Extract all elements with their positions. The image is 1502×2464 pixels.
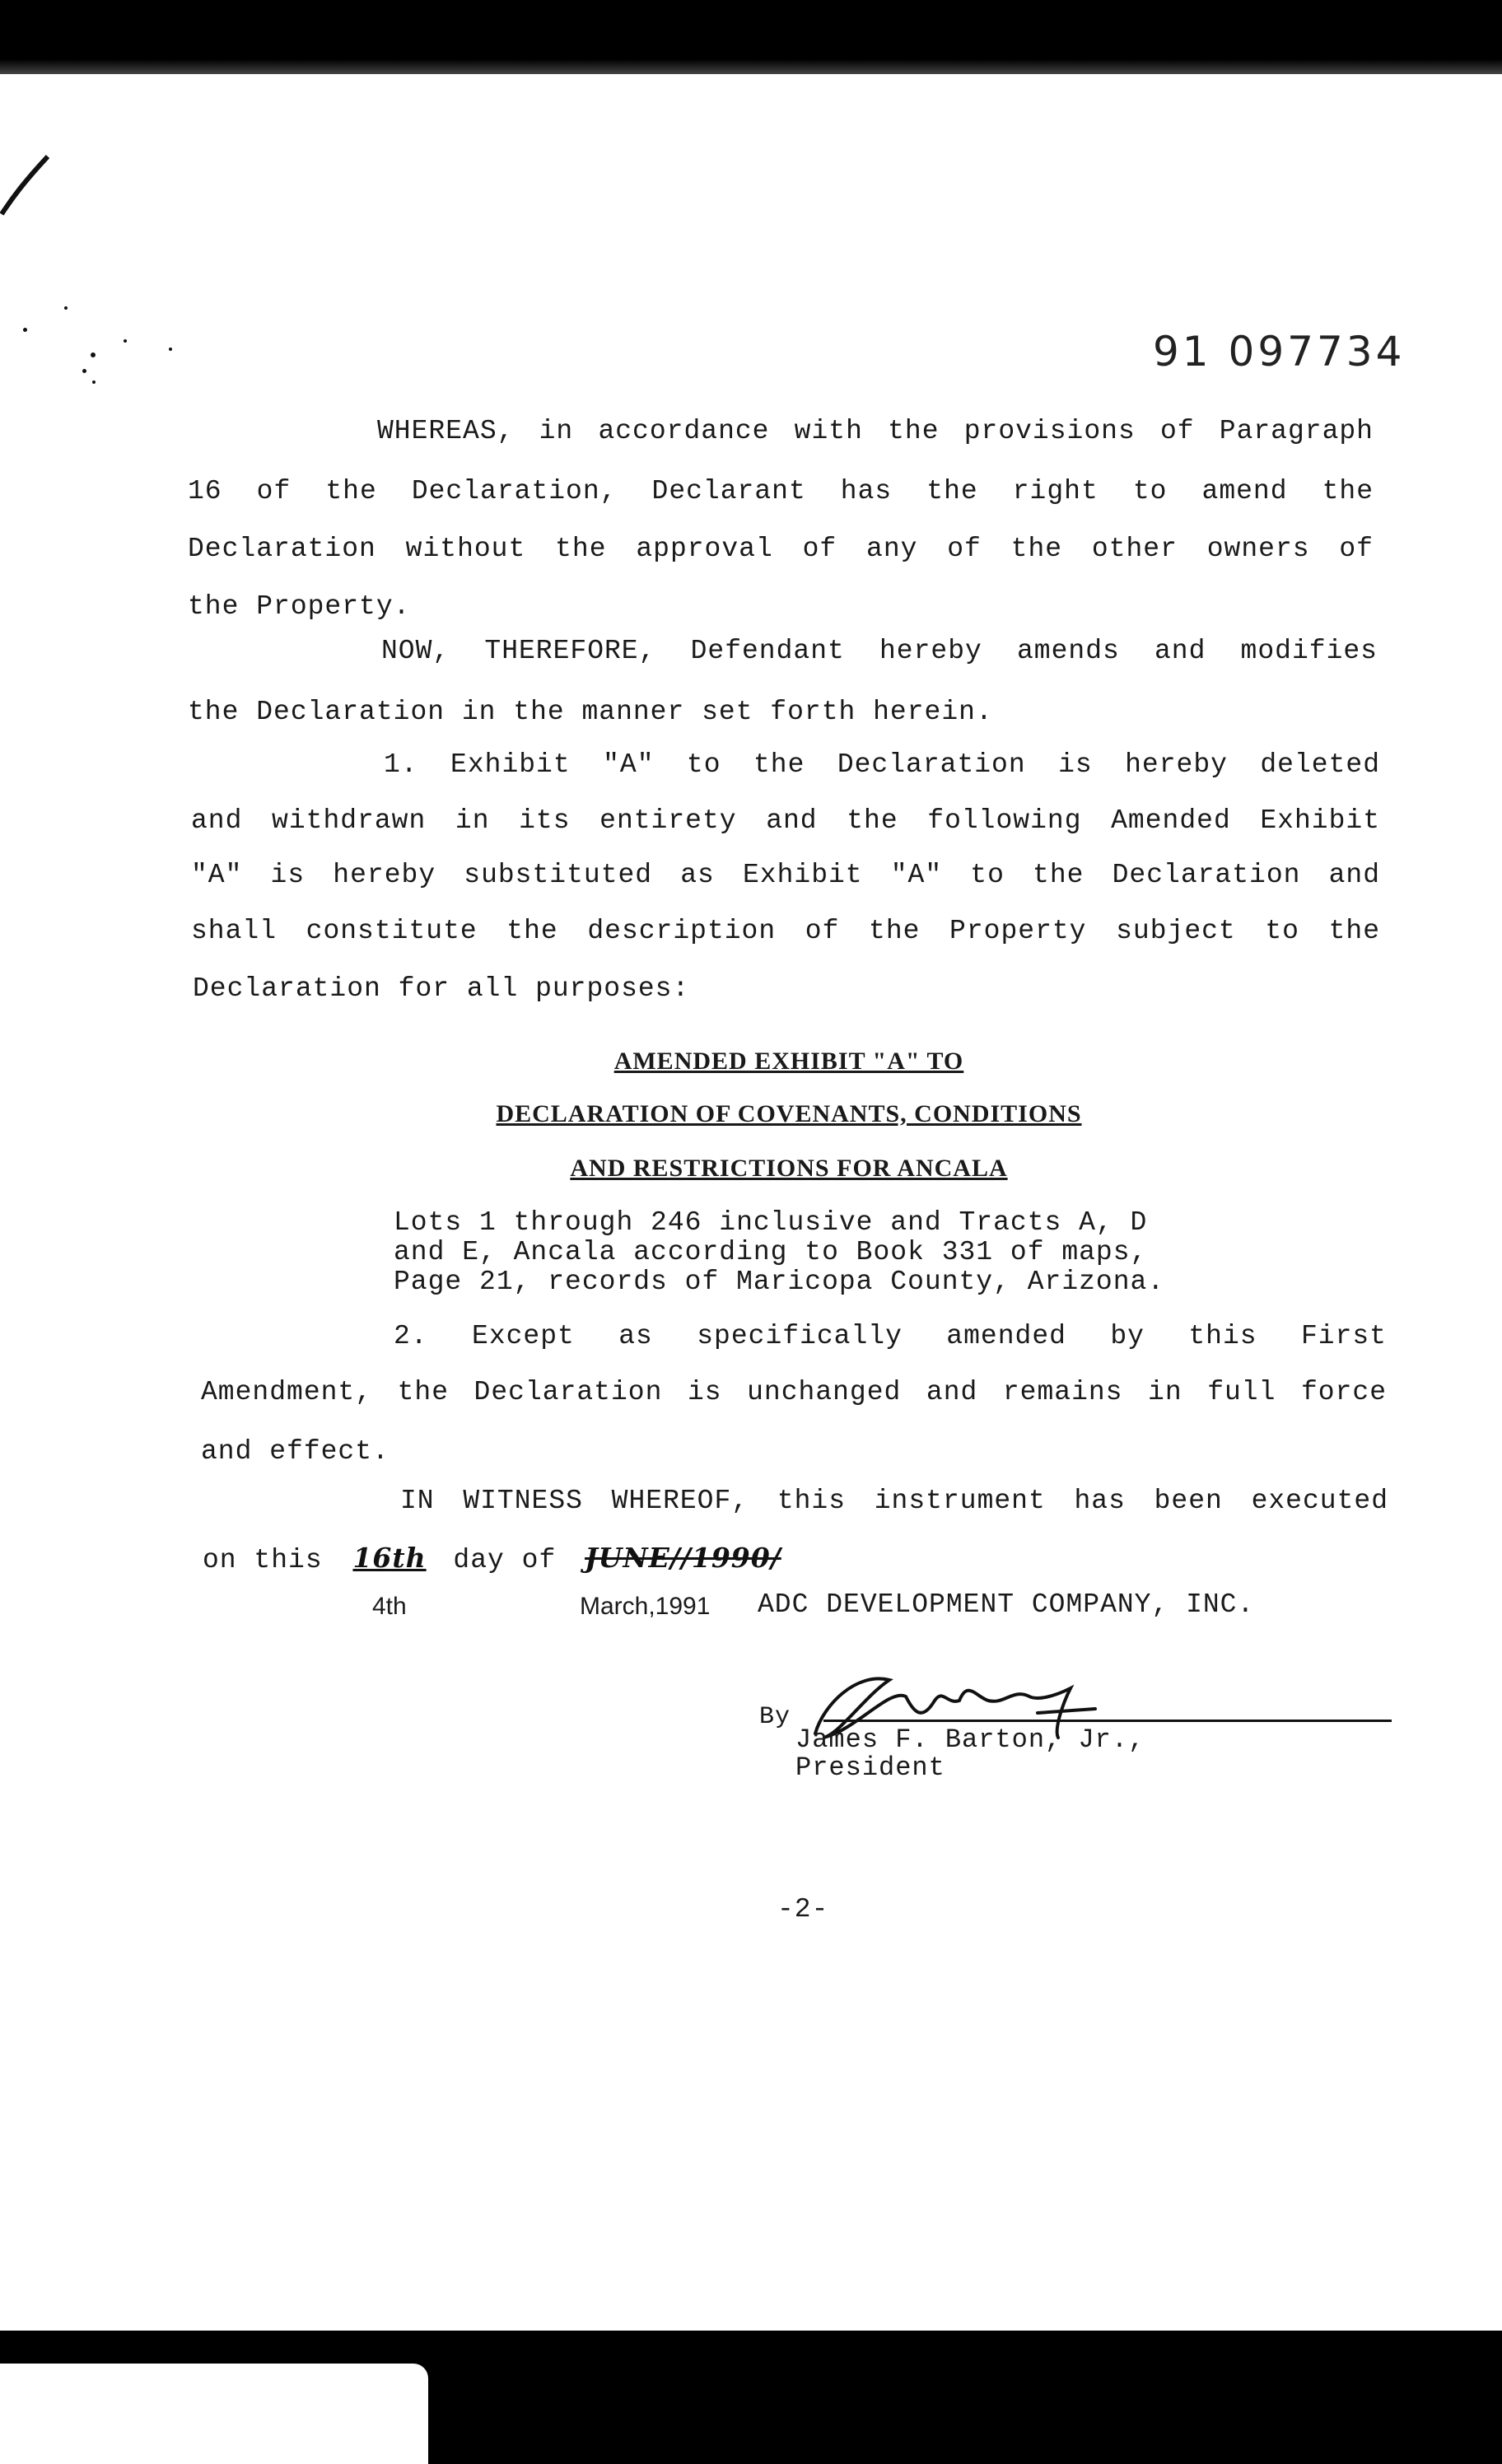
paragraph-line: Declaration without the approval of any of the other owners of [188, 534, 1374, 564]
paragraph-line: 1. Exhibit "A" to the Declaration is hereby deleted [384, 749, 1380, 780]
page-number: -2- [777, 1894, 829, 1925]
document-number: 91 097734 [1153, 328, 1406, 376]
paragraph-line: 2. Except as specifically amended by this First [394, 1321, 1387, 1351]
paragraph-line: the Declaration in the manner set forth herein. [188, 697, 993, 727]
exhibit-heading: DECLARATION OF COVENANTS, CONDITIONS [496, 1100, 1082, 1127]
typed-date: March,1991 [580, 1593, 711, 1620]
paragraph-line: and withdrawn in its entirety and the following Amended Exhibit [191, 805, 1380, 836]
speck [82, 369, 86, 373]
paragraph-line: Amendment, the Declaration is unchanged and remains in full force [201, 1377, 1387, 1407]
paragraph-line: shall constitute the description of the Property subject to the [191, 916, 1380, 946]
speck [169, 348, 172, 351]
paragraph-line: "A" is hereby substituted as Exhibit "A" to the Declaration and [191, 860, 1380, 890]
paragraph-line: Declaration for all purposes: [193, 973, 690, 1004]
exhibit-heading: AND RESTRICTIONS FOR ANCALA [570, 1155, 1008, 1182]
witness-line: IN WITNESS WHEREOF, this instrument has been executed [400, 1486, 1388, 1516]
speck [91, 352, 96, 357]
lots-line: Lots 1 through 246 inclusive and Tracts A, D [394, 1207, 1148, 1238]
paragraph-line: NOW, THEREFORE, Defendant hereby amends and modifies [381, 636, 1378, 666]
speck [23, 328, 27, 332]
exhibit-heading: AMENDED EXHIBIT "A" TO [613, 1048, 964, 1075]
by-label: By [759, 1703, 791, 1731]
paragraph-line: the Property. [188, 591, 411, 622]
lots-line: Page 21, records of Maricopa County, Arizona. [394, 1267, 1165, 1297]
signer-title: President [795, 1752, 945, 1783]
speck [64, 306, 68, 310]
handwritten-day: 16th [352, 1542, 427, 1574]
scan-white-area [0, 2364, 428, 2464]
typed-day: 4th [372, 1593, 407, 1620]
paragraph-line: WHEREAS, in accordance with the provisions of Paragraph [377, 416, 1374, 446]
speck [124, 339, 127, 343]
day-of-label: day of [453, 1545, 557, 1575]
paragraph-line: and effect. [201, 1436, 389, 1467]
signer-name: James F. Barton, Jr., [795, 1724, 1145, 1755]
witness-date-line [203, 1542, 1405, 1575]
handwritten-month: JUNE//1990/ [585, 1542, 781, 1574]
scan-border-top [0, 0, 1502, 74]
pen-mark [0, 152, 49, 218]
lots-line: and E, Ancala according to Book 331 of maps, [394, 1237, 1148, 1267]
on-this-label: on this [203, 1545, 323, 1575]
paragraph-line: 16 of the Declaration, Declarant has the right to amend the [188, 476, 1374, 506]
company-name: ADC DEVELOPMENT COMPANY, INC. [758, 1589, 1255, 1620]
speck [92, 380, 96, 384]
